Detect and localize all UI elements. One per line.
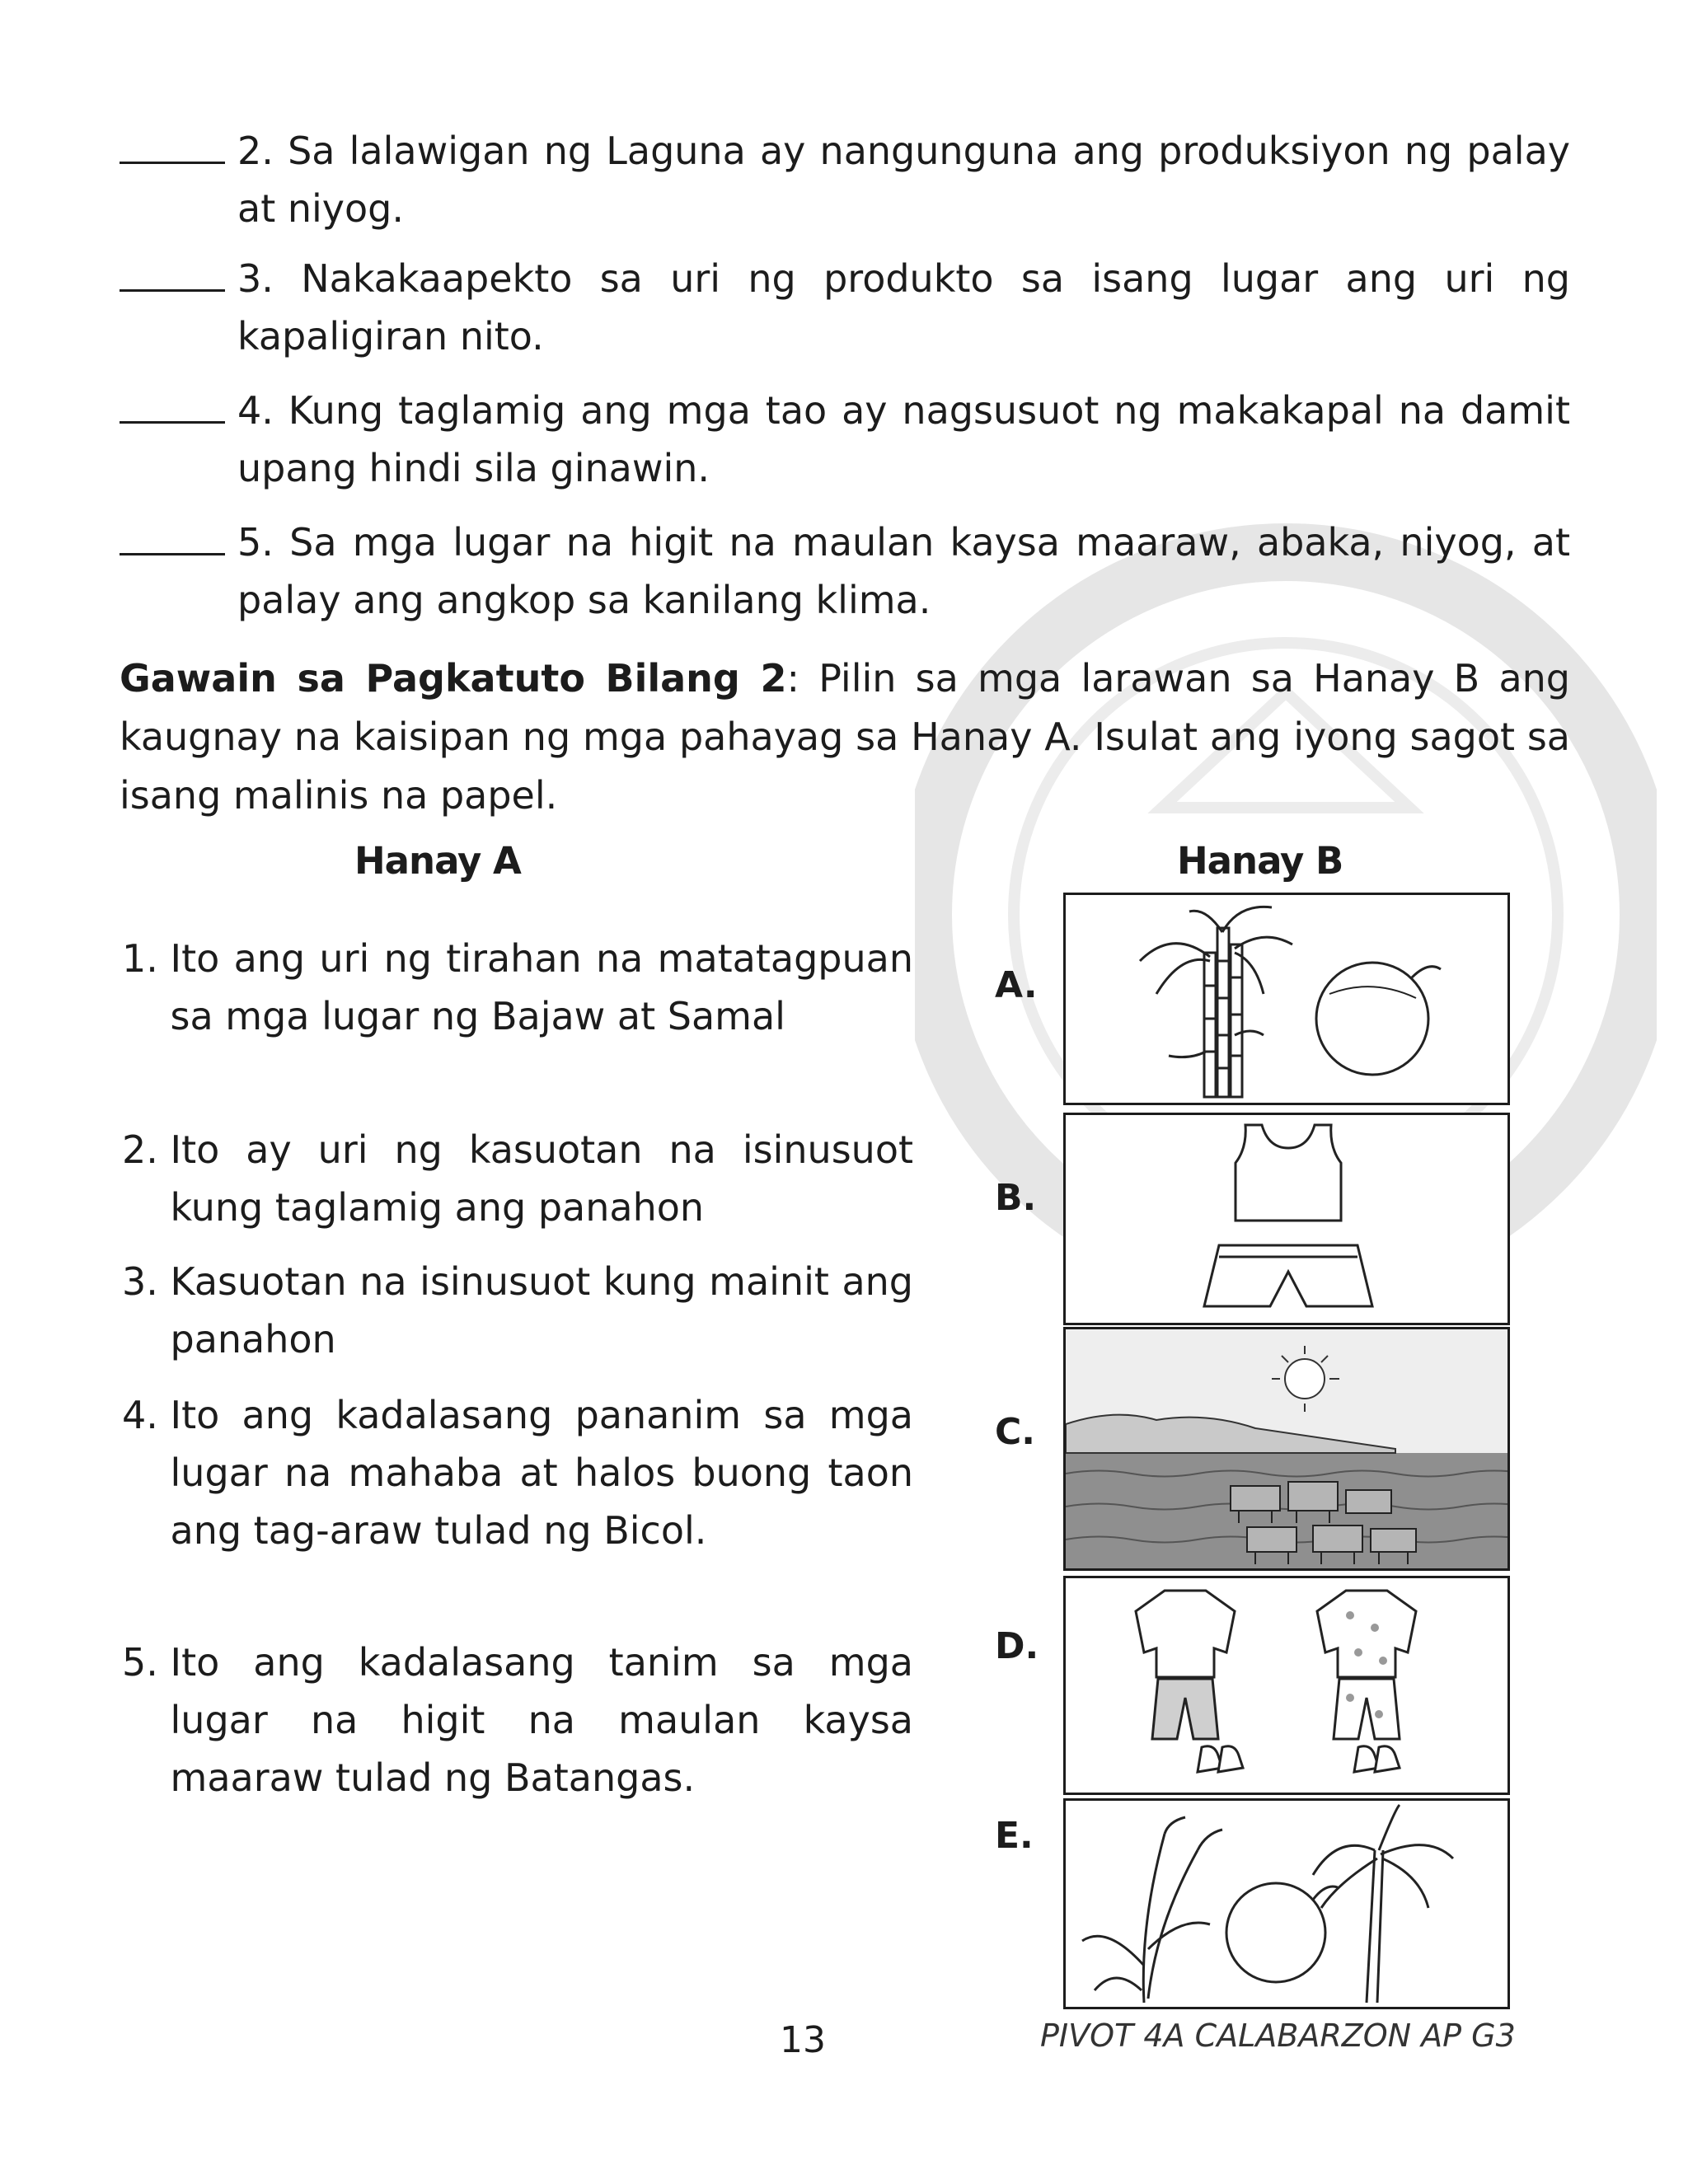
winter-clothes-image (1066, 1578, 1507, 1793)
item-text: Ito ang kadalasang tanim sa mga lugar na higit na maulan kaysa maaraw tulad ng Batangas. (170, 1640, 913, 1800)
tf-item-text: 5. Sa mga lugar na higit na maulan kaysa maaraw, abaka, niyog, at palay ang angkop sa kanilang klima. (237, 520, 1570, 622)
picture-d-winter-clothes (1063, 1576, 1510, 1795)
page-number: 13 (780, 2019, 826, 2061)
item-text: Ito ang uri ng tirahan na matatagpuan sa mga lugar ng Bajaw at Samal (170, 936, 913, 1038)
summer-clothes-image (1066, 1115, 1507, 1323)
tf-item-2 (120, 122, 1570, 237)
hanay-a-item-4 (122, 1386, 913, 1559)
activity-text: : Pilin sa mga larawan sa Hanay B ang kaugnay na kaisipan ng mga pahayag sa Hanay A. Isulat ang iyong sagot sa isang malinis na papel. (120, 656, 1570, 818)
item-number: 4. (122, 1393, 171, 1437)
tf-item-text: 2. Sa lalawigan ng Laguna ay nangunguna ang produksiyon ng palay at niyog. (237, 129, 1570, 231)
hanay-a-title: Hanay A (354, 839, 521, 883)
footer-label: PIVOT 4A CALABARZON AP G3 (1040, 2018, 1516, 2054)
tf-item-4 (120, 382, 1570, 497)
hanay-b-title: Hanay B (1177, 839, 1343, 883)
answer-blank[interactable] (120, 162, 225, 164)
picture-b-summer-clothes (1063, 1113, 1510, 1325)
tf-item-text: 4. Kung taglamig ang mga tao ay nagsusuot ng makakapal na damit upang hindi sila ginawin. (237, 388, 1570, 490)
item-number: 3. (122, 1259, 171, 1304)
hanay-a-item-2 (122, 1121, 913, 1236)
letter-a: A. (995, 964, 1038, 1006)
item-number: 1. (122, 936, 171, 981)
picture-a-sugarcane-coconut (1063, 893, 1510, 1105)
letter-e: E. (995, 1815, 1034, 1857)
sugarcane-coconut-image (1066, 895, 1507, 1103)
tf-item-5 (120, 513, 1570, 629)
rice-coconut-banana-image (1066, 1801, 1507, 2007)
item-number: 5. (122, 1640, 171, 1685)
item-text: Ito ang kadalasang pananim sa mga lugar na mahaba at halos buong taon ang tag-araw tulad ng Bicol. (170, 1393, 913, 1553)
activity-instructions (120, 649, 1570, 825)
letter-d: D. (995, 1625, 1039, 1667)
hanay-a-item-3 (122, 1253, 913, 1368)
answer-blank[interactable] (120, 553, 225, 555)
item-text: Ito ay uri ng kasuotan na isinusuot kung taglamig ang panahon (170, 1127, 913, 1230)
picture-e-rice-coconut-banana (1063, 1798, 1510, 2009)
hanay-a-item-1 (122, 930, 913, 1045)
answer-blank[interactable] (120, 421, 225, 424)
answer-blank[interactable] (120, 289, 225, 292)
letter-c: C. (995, 1411, 1036, 1453)
item-number: 2. (122, 1127, 171, 1172)
letter-b: B. (995, 1177, 1037, 1219)
picture-c-stilt-houses-sea (1063, 1327, 1510, 1571)
hanay-a-item-5 (122, 1633, 913, 1807)
item-text: Kasuotan na isinusuot kung mainit ang panahon (170, 1259, 913, 1361)
tf-item-3 (120, 250, 1570, 365)
tf-item-text: 3. Nakakaapekto sa uri ng produkto sa isang lugar ang uri ng kapaligiran nito. (237, 256, 1570, 359)
activity-title: Gawain sa Pagkatuto Bilang 2 (120, 656, 787, 701)
stilt-houses-sea-image (1066, 1329, 1507, 1568)
